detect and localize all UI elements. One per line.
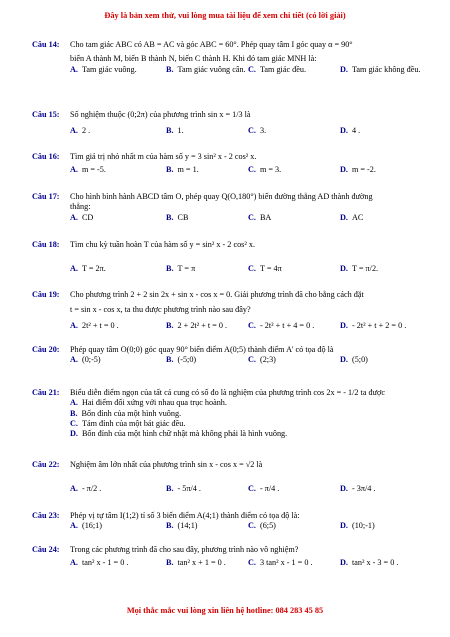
option-a[interactable]: m = -5. <box>81 165 106 175</box>
question-label: Câu 18: <box>32 240 60 249</box>
option-c[interactable]: (6;5) <box>259 521 276 531</box>
option-d[interactable]: Bốn đỉnh của một hình chữ nhật mà không phải là hình vuông. <box>81 429 288 438</box>
option-b[interactable]: CB <box>177 212 189 222</box>
question-label: Câu 15: <box>32 110 60 119</box>
option-d[interactable]: 4 . <box>351 126 361 136</box>
question-label: Câu 23: <box>32 511 60 520</box>
answer-options <box>70 213 428 225</box>
option-label: C. <box>248 484 256 494</box>
option-c[interactable]: 3 tan² x - 1 = 0 . <box>259 558 313 568</box>
option-label: B. <box>166 165 174 175</box>
option-label: C. <box>248 521 256 531</box>
answer-options <box>70 398 428 439</box>
option-label: B. <box>166 355 174 365</box>
option-a[interactable]: - π/2 . <box>81 484 102 494</box>
question-label: Câu 19: <box>32 290 60 299</box>
answer-options <box>70 321 428 333</box>
question-text: Nghiệm âm lớn nhất của phương trình sin x - cos x = √2 là <box>70 460 263 469</box>
option-label: B. <box>166 264 174 274</box>
option-label: C. <box>248 355 256 365</box>
option-a[interactable]: Hai điểm đối xứng với nhau qua trục hoành. <box>81 398 227 408</box>
answer-options <box>70 165 428 177</box>
option-label: B. <box>166 484 174 494</box>
option-label: A. <box>70 355 78 365</box>
option-label: A. <box>70 264 78 274</box>
option-label: A. <box>70 212 78 222</box>
question-text: t = sin x - cos x, ta thu được phương trình nào sau đây? <box>70 305 251 315</box>
question-14 <box>32 40 428 77</box>
option-c[interactable]: T = 4π <box>259 264 282 274</box>
option-label: C. <box>248 165 256 175</box>
option-c[interactable]: (2;3) <box>259 355 276 365</box>
option-label: B. <box>166 521 174 531</box>
option-label: B. <box>70 408 78 418</box>
option-d[interactable]: AC <box>351 212 364 222</box>
option-d[interactable]: - 3π/4 . <box>351 484 376 494</box>
question-15 <box>32 110 428 138</box>
option-label: A. <box>70 165 78 175</box>
option-label: D. <box>70 429 78 438</box>
option-d[interactable]: (5;0) <box>351 355 368 365</box>
option-label: C. <box>248 320 256 330</box>
option-b[interactable]: T = π <box>177 264 196 274</box>
question-23 <box>32 511 428 533</box>
question-label: Câu 20: <box>32 345 60 354</box>
option-a[interactable]: (16;1) <box>81 521 102 531</box>
option-label: B. <box>166 212 174 222</box>
option-d[interactable]: Tam giác không đều. <box>351 64 421 74</box>
option-label: D. <box>340 355 348 365</box>
question-text: Cho tam giác ABC có AB = AC và góc ABC = 60°. Phép quay tâm I góc quay α = 90° <box>70 40 353 49</box>
option-b[interactable]: (14;1) <box>177 521 198 531</box>
option-label: D. <box>340 126 348 136</box>
question-label: Câu 17: <box>32 192 60 201</box>
option-label: C. <box>248 64 256 74</box>
option-label: A. <box>70 320 78 330</box>
answer-options <box>70 484 428 496</box>
option-label: B. <box>166 558 174 568</box>
option-label: C. <box>248 126 256 136</box>
question-text: Số nghiệm thuộc (0;2π) của phương trình sin x = 1/3 là <box>70 110 251 119</box>
option-label: C. <box>248 212 256 222</box>
option-label: D. <box>340 165 348 175</box>
question-text: Tìm chu kỳ tuần hoàn T của hàm số y = sin² x - 2 cos² x. <box>70 240 256 249</box>
option-label: A. <box>70 521 78 531</box>
option-label: D. <box>340 320 348 330</box>
option-b[interactable]: 2 + 2t² + t = 0 . <box>177 320 228 330</box>
question-text: Biểu diễn điểm ngọn của tất cả cung có số đo là nghiệm của phương trình cos 2x = - 1/2 ta được <box>70 388 386 397</box>
question-17 <box>32 192 428 225</box>
option-c[interactable]: Tám đỉnh của một bát giác đều. <box>81 418 186 428</box>
question-text: Tìm giá trị nhỏ nhất m của hàm số y = 3 sin² x - 2 cos² x. <box>70 152 257 161</box>
question-label: Câu 16: <box>32 152 60 161</box>
option-label: D. <box>340 484 348 494</box>
option-d[interactable]: T = π/2. <box>351 264 379 274</box>
question-21 <box>32 388 428 439</box>
question-label: Câu 14: <box>32 40 60 49</box>
option-c[interactable]: - 2t² + t + 4 = 0 . <box>259 320 315 330</box>
option-a[interactable]: (0;-5) <box>81 355 101 365</box>
option-label: D. <box>340 212 348 222</box>
option-label: A. <box>70 484 78 494</box>
option-label: C. <box>248 264 256 274</box>
option-a[interactable]: 2t² + t = 0 . <box>81 320 119 330</box>
option-d[interactable]: (10;-1) <box>351 521 375 531</box>
option-a[interactable]: Tam giác vuông. <box>81 64 137 74</box>
question-text: thẳng: <box>70 202 91 212</box>
option-label: C. <box>248 558 256 568</box>
question-text: Trong các phương trình đã cho sau đây, phương trình nào vô nghiệm? <box>70 545 299 554</box>
option-label: C. <box>70 418 78 428</box>
option-a[interactable]: CD <box>81 212 94 222</box>
preview-banner: Đây là bản xem thử, vui lòng mua tài liệu để xem chi tiết (có lời giải) <box>104 11 346 20</box>
option-a[interactable]: tan² x - 1 = 0 . <box>81 558 129 568</box>
option-label: B. <box>166 320 174 330</box>
question-label: Câu 22: <box>32 460 60 469</box>
answer-options <box>70 264 428 276</box>
question-16 <box>32 152 428 177</box>
option-label: D. <box>340 64 348 74</box>
answer-options <box>70 558 428 570</box>
option-label: A. <box>70 64 78 74</box>
option-d[interactable]: m = -2. <box>351 165 376 175</box>
option-label: A. <box>70 398 78 408</box>
answer-options <box>70 521 428 533</box>
question-label: Câu 24: <box>32 545 60 554</box>
question-text: Phép quay tâm O(0;0) góc quay 90° biến điểm A(0;5) thành điểm A' có tọa độ là <box>70 345 334 354</box>
question-text: biến A thành M, biến B thành N, biến C thành H. Khi đó tam giác MNH là: <box>70 54 317 64</box>
option-b[interactable]: (-5;0) <box>177 355 197 365</box>
option-c[interactable]: - π/4 . <box>259 484 280 494</box>
option-a[interactable]: 2 . <box>81 126 91 136</box>
option-c[interactable]: m = 3. <box>259 165 282 175</box>
hotline-footer: Mọi thắc mắc vui lòng xin liên hệ hotline: 084 283 45 85 <box>126 606 324 615</box>
question-text: Cho phương trình 2 + 2 sin 2x + sin x - cos x = 0. Giải phương trình đã cho bằng cách đặt <box>70 290 364 299</box>
option-label: D. <box>340 521 348 531</box>
question-label: Câu 21: <box>32 388 60 397</box>
answer-options <box>70 65 428 77</box>
option-label: A. <box>70 126 78 136</box>
option-a[interactable]: T = 2π. <box>81 264 106 274</box>
question-text: Phép vị tự tâm I(1;2) tỉ số 3 biến điểm A(4;1) thành điểm có tọa độ là: <box>70 511 300 520</box>
option-label: D. <box>340 264 348 274</box>
question-24 <box>32 545 428 570</box>
option-label: B. <box>166 64 174 74</box>
option-b[interactable]: Tam giác vuông cân. <box>177 64 246 74</box>
option-b[interactable]: Bốn đỉnh của một hình vuông. <box>81 408 182 418</box>
option-label: B. <box>166 126 174 136</box>
option-b[interactable]: m = 1. <box>177 165 199 175</box>
question-18 <box>32 240 428 276</box>
option-c[interactable]: Tam giác đều. <box>259 64 306 74</box>
question-22 <box>32 460 428 496</box>
answer-options <box>70 355 428 367</box>
option-d[interactable]: - 2t² + t + 2 = 0 . <box>351 320 407 330</box>
question-19 <box>32 290 428 333</box>
option-b[interactable]: tan² x + 1 = 0 . <box>177 558 226 568</box>
question-text: Cho hình bình hành ABCD tâm O, phép quay Q(O,180°) biến đường thẳng AD thành đường <box>70 192 373 201</box>
option-d[interactable]: tan² x - 3 = 0 . <box>351 558 399 568</box>
option-c[interactable]: 3. <box>259 126 267 136</box>
option-b[interactable]: 1. <box>177 126 184 136</box>
option-c[interactable]: BA <box>259 212 272 222</box>
option-label: D. <box>340 558 348 568</box>
question-20 <box>32 345 428 367</box>
answer-options <box>70 126 428 138</box>
option-b[interactable]: - 5π/4 . <box>177 484 201 494</box>
option-label: A. <box>70 558 78 568</box>
